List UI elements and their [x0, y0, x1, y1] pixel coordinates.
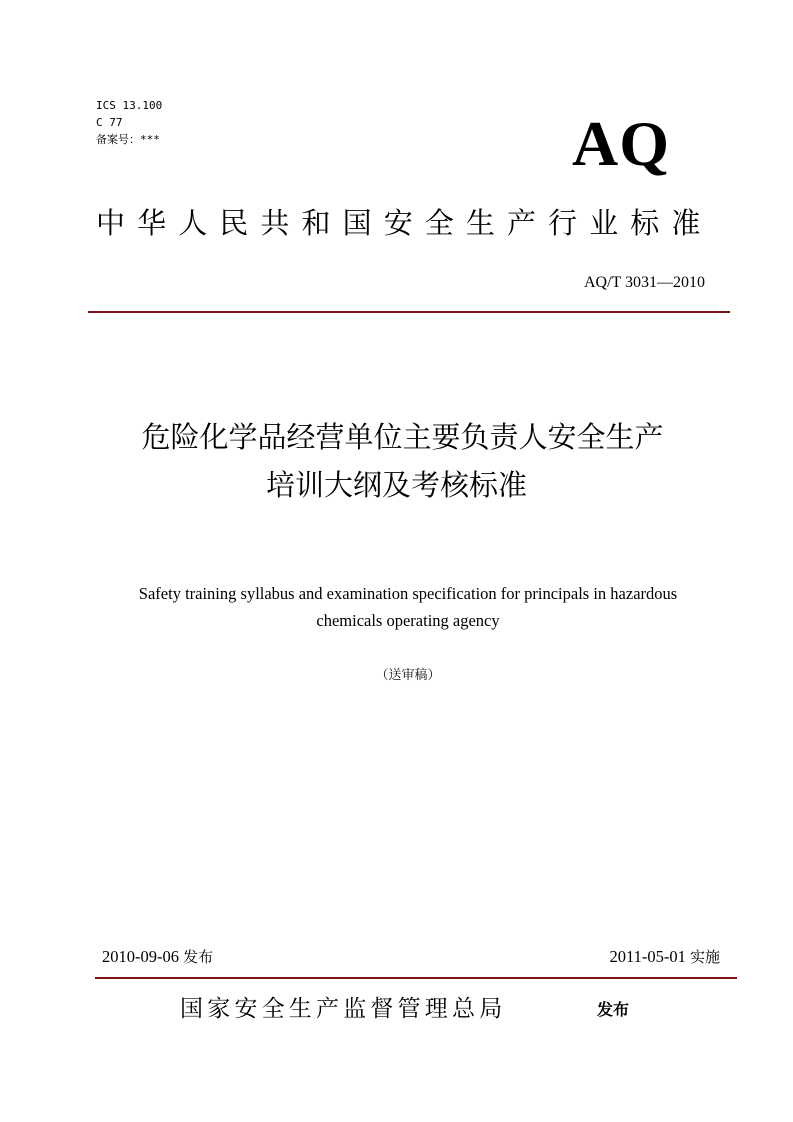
issue-date — [102, 946, 213, 968]
issuing-authority-suffix: 发布 — [597, 1000, 630, 1019]
footer-divider — [95, 977, 737, 979]
implementation-date — [609, 946, 720, 968]
aq-logo: AQ — [572, 108, 670, 179]
filing-number: 备案号：*** — [96, 133, 160, 146]
issue-date-value: 2010-09-06 — [102, 947, 179, 966]
english-title-line-2: chemicals operating agency — [316, 611, 500, 630]
chinese-title-line-1: 危险化学品经营单位主要负责人安全生产 — [141, 420, 664, 454]
english-title-line-1: Safety training syllabus and examination specification for principals in hazardous — [138, 584, 678, 603]
implementation-date-label: 实施 — [689, 948, 720, 966]
industry-standard-title: 中华人民共和国安全生产行业标准 — [96, 206, 713, 240]
issue-date-label: 发布 — [183, 948, 214, 966]
header-divider — [88, 311, 730, 313]
draft-status: （送审稿） — [375, 668, 441, 683]
ccs-code: C 77 — [96, 116, 123, 129]
implementation-date-value: 2011-05-01 — [609, 947, 686, 966]
issuing-authority: 国家安全生产监督管理总局 — [180, 996, 507, 1022]
ics-code: ICS 13.100 — [96, 99, 163, 112]
chinese-title-line-2: 培训大纲及考核标准 — [265, 468, 527, 502]
standard-number: AQ/T 3031—2010 — [583, 274, 705, 291]
